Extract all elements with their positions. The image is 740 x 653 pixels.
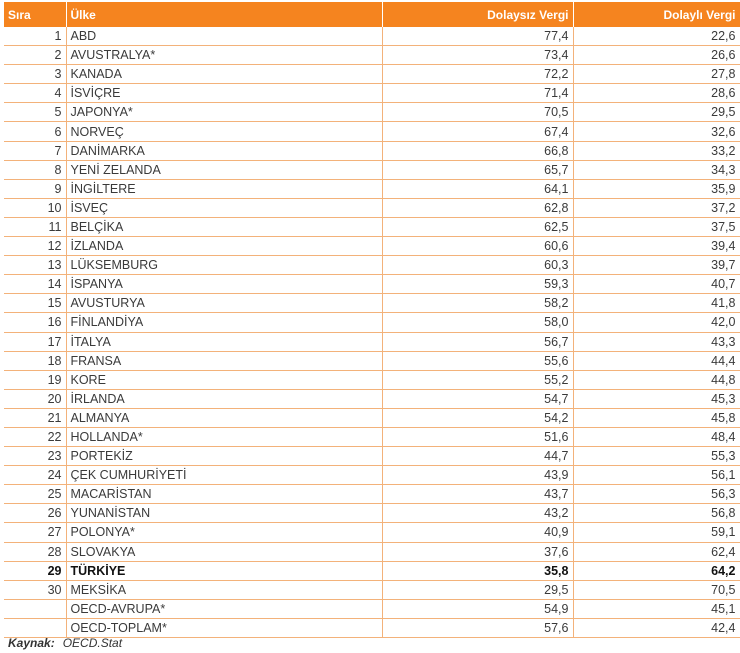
direct-tax-cell: 44,7 — [382, 447, 573, 466]
country-cell: OECD-TOPLAM* — [66, 618, 382, 637]
rank-cell: 21 — [4, 408, 66, 427]
rank-cell: 18 — [4, 351, 66, 370]
rank-cell: 4 — [4, 84, 66, 103]
rank-cell: 17 — [4, 332, 66, 351]
indirect-tax-cell: 35,9 — [573, 179, 740, 198]
country-cell: DANİMARKA — [66, 141, 382, 160]
table-row — [4, 27, 740, 46]
country-cell: KORE — [66, 370, 382, 389]
direct-tax-cell: 72,2 — [382, 65, 573, 84]
country-cell: İTALYA — [66, 332, 382, 351]
table-row — [4, 256, 740, 275]
direct-tax-cell: 40,9 — [382, 523, 573, 542]
country-cell: YENİ ZELANDA — [66, 160, 382, 179]
rank-cell: 25 — [4, 485, 66, 504]
table-row — [4, 84, 740, 103]
rank-cell: 22 — [4, 427, 66, 446]
rank-cell: 16 — [4, 313, 66, 332]
source-value: OECD.Stat — [62, 636, 123, 650]
indirect-tax-cell: 44,8 — [573, 370, 740, 389]
table-row — [4, 122, 740, 141]
indirect-tax-cell: 45,1 — [573, 599, 740, 618]
rank-cell: 20 — [4, 389, 66, 408]
indirect-tax-cell: 62,4 — [573, 542, 740, 561]
rank-cell: 13 — [4, 256, 66, 275]
table-row — [4, 237, 740, 256]
rank-cell: 2 — [4, 46, 66, 65]
table-row — [4, 332, 740, 351]
country-cell: ABD — [66, 27, 382, 46]
table-row — [4, 618, 740, 637]
indirect-tax-cell: 40,7 — [573, 275, 740, 294]
rank-cell: 10 — [4, 198, 66, 217]
direct-tax-cell: 65,7 — [382, 160, 573, 179]
table-row — [4, 294, 740, 313]
header-country: Ülke — [66, 2, 382, 27]
indirect-tax-cell: 42,4 — [573, 618, 740, 637]
direct-tax-cell: 58,0 — [382, 313, 573, 332]
indirect-tax-cell: 70,5 — [573, 580, 740, 599]
indirect-tax-cell: 28,6 — [573, 84, 740, 103]
rank-cell: 12 — [4, 237, 66, 256]
indirect-tax-cell: 37,2 — [573, 198, 740, 217]
table-row — [4, 46, 740, 65]
table-row — [4, 561, 740, 580]
country-cell: HOLLANDA* — [66, 427, 382, 446]
rank-cell: 11 — [4, 217, 66, 236]
table-row — [4, 466, 740, 485]
country-cell: ÇEK CUMHURİYETİ — [66, 466, 382, 485]
rank-cell: 15 — [4, 294, 66, 313]
table-row — [4, 65, 740, 84]
country-cell: FİNLANDİYA — [66, 313, 382, 332]
indirect-tax-cell: 56,1 — [573, 466, 740, 485]
direct-tax-cell: 77,4 — [382, 27, 573, 46]
indirect-tax-cell: 64,2 — [573, 561, 740, 580]
direct-tax-cell: 51,6 — [382, 427, 573, 446]
rank-cell: 9 — [4, 179, 66, 198]
country-cell: TÜRKİYE — [66, 561, 382, 580]
direct-tax-cell: 66,8 — [382, 141, 573, 160]
indirect-tax-cell: 44,4 — [573, 351, 740, 370]
table-row — [4, 599, 740, 618]
table-row — [4, 313, 740, 332]
indirect-tax-cell: 59,1 — [573, 523, 740, 542]
direct-tax-cell: 54,9 — [382, 599, 573, 618]
tax-ratio-table — [4, 2, 740, 638]
rank-cell: 26 — [4, 504, 66, 523]
direct-tax-cell: 43,9 — [382, 466, 573, 485]
indirect-tax-cell: 27,8 — [573, 65, 740, 84]
direct-tax-cell: 55,2 — [382, 370, 573, 389]
rank-cell: 7 — [4, 141, 66, 160]
table-row — [4, 370, 740, 389]
indirect-tax-cell: 34,3 — [573, 160, 740, 179]
country-cell: ALMANYA — [66, 408, 382, 427]
table-row — [4, 351, 740, 370]
direct-tax-cell: 62,8 — [382, 198, 573, 217]
country-cell: AVUSTURYA — [66, 294, 382, 313]
rank-cell: 27 — [4, 523, 66, 542]
indirect-tax-cell: 22,6 — [573, 27, 740, 46]
direct-tax-cell: 60,6 — [382, 237, 573, 256]
table-row — [4, 447, 740, 466]
indirect-tax-cell: 39,4 — [573, 237, 740, 256]
country-cell: İSVEÇ — [66, 198, 382, 217]
country-cell: İSPANYA — [66, 275, 382, 294]
table-row — [4, 141, 740, 160]
direct-tax-cell: 67,4 — [382, 122, 573, 141]
direct-tax-cell: 64,1 — [382, 179, 573, 198]
rank-cell: 30 — [4, 580, 66, 599]
country-cell: LÜKSEMBURG — [66, 256, 382, 275]
country-cell: SLOVAKYA — [66, 542, 382, 561]
country-cell: POLONYA* — [66, 523, 382, 542]
table-row — [4, 542, 740, 561]
country-cell: JAPONYA* — [66, 103, 382, 122]
table-row — [4, 160, 740, 179]
header-direct-tax: Dolaysız Vergi — [382, 2, 573, 27]
direct-tax-cell: 58,2 — [382, 294, 573, 313]
rank-cell: 5 — [4, 103, 66, 122]
indirect-tax-cell: 29,5 — [573, 103, 740, 122]
country-cell: İZLANDA — [66, 237, 382, 256]
source-label: Kaynak: — [8, 636, 55, 650]
country-cell: FRANSA — [66, 351, 382, 370]
direct-tax-cell: 55,6 — [382, 351, 573, 370]
rank-cell: 14 — [4, 275, 66, 294]
direct-tax-cell: 59,3 — [382, 275, 573, 294]
country-cell: PORTEKİZ — [66, 447, 382, 466]
rank-cell: 28 — [4, 542, 66, 561]
indirect-tax-cell: 26,6 — [573, 46, 740, 65]
table-row — [4, 217, 740, 236]
indirect-tax-cell: 43,3 — [573, 332, 740, 351]
rank-cell: 8 — [4, 160, 66, 179]
indirect-tax-cell: 56,8 — [573, 504, 740, 523]
table-row — [4, 580, 740, 599]
rank-cell: 3 — [4, 65, 66, 84]
indirect-tax-cell: 45,8 — [573, 408, 740, 427]
direct-tax-cell: 43,7 — [382, 485, 573, 504]
direct-tax-cell: 43,2 — [382, 504, 573, 523]
direct-tax-cell: 56,7 — [382, 332, 573, 351]
direct-tax-cell: 29,5 — [382, 580, 573, 599]
country-cell: NORVEÇ — [66, 122, 382, 141]
country-cell: OECD-AVRUPA* — [66, 599, 382, 618]
indirect-tax-cell: 56,3 — [573, 485, 740, 504]
header-indirect-tax: Dolaylı Vergi — [573, 2, 740, 27]
direct-tax-cell: 54,2 — [382, 408, 573, 427]
table-body — [4, 27, 740, 638]
indirect-tax-cell: 39,7 — [573, 256, 740, 275]
table-row — [4, 408, 740, 427]
source-note — [8, 636, 122, 650]
country-cell: AVUSTRALYA* — [66, 46, 382, 65]
header-row — [4, 2, 740, 27]
table-row — [4, 485, 740, 504]
table-header — [4, 2, 740, 27]
indirect-tax-cell: 37,5 — [573, 217, 740, 236]
table-row — [4, 198, 740, 217]
country-cell: MEKSİKA — [66, 580, 382, 599]
table-row — [4, 275, 740, 294]
rank-cell — [4, 599, 66, 618]
indirect-tax-cell: 48,4 — [573, 427, 740, 446]
table-row — [4, 504, 740, 523]
table-row — [4, 523, 740, 542]
direct-tax-cell: 54,7 — [382, 389, 573, 408]
table-row — [4, 179, 740, 198]
direct-tax-cell: 70,5 — [382, 103, 573, 122]
country-cell: YUNANİSTAN — [66, 504, 382, 523]
rank-cell: 1 — [4, 27, 66, 46]
direct-tax-cell: 62,5 — [382, 217, 573, 236]
direct-tax-cell: 37,6 — [382, 542, 573, 561]
indirect-tax-cell: 32,6 — [573, 122, 740, 141]
direct-tax-cell: 60,3 — [382, 256, 573, 275]
rank-cell: 6 — [4, 122, 66, 141]
indirect-tax-cell: 42,0 — [573, 313, 740, 332]
rank-cell: 29 — [4, 561, 66, 580]
rank-cell: 23 — [4, 447, 66, 466]
table-row — [4, 389, 740, 408]
direct-tax-cell: 73,4 — [382, 46, 573, 65]
header-rank: Sıra — [4, 2, 66, 27]
country-cell: BELÇİKA — [66, 217, 382, 236]
indirect-tax-cell: 55,3 — [573, 447, 740, 466]
rank-cell: 24 — [4, 466, 66, 485]
direct-tax-cell: 57,6 — [382, 618, 573, 637]
rank-cell — [4, 618, 66, 637]
table-row — [4, 427, 740, 446]
direct-tax-cell: 35,8 — [382, 561, 573, 580]
indirect-tax-cell: 33,2 — [573, 141, 740, 160]
country-cell: İRLANDA — [66, 389, 382, 408]
rank-cell: 19 — [4, 370, 66, 389]
indirect-tax-cell: 45,3 — [573, 389, 740, 408]
country-cell: KANADA — [66, 65, 382, 84]
direct-tax-cell: 71,4 — [382, 84, 573, 103]
country-cell: MACARİSTAN — [66, 485, 382, 504]
indirect-tax-cell: 41,8 — [573, 294, 740, 313]
country-cell: İSVİÇRE — [66, 84, 382, 103]
country-cell: İNGİLTERE — [66, 179, 382, 198]
table-row — [4, 103, 740, 122]
